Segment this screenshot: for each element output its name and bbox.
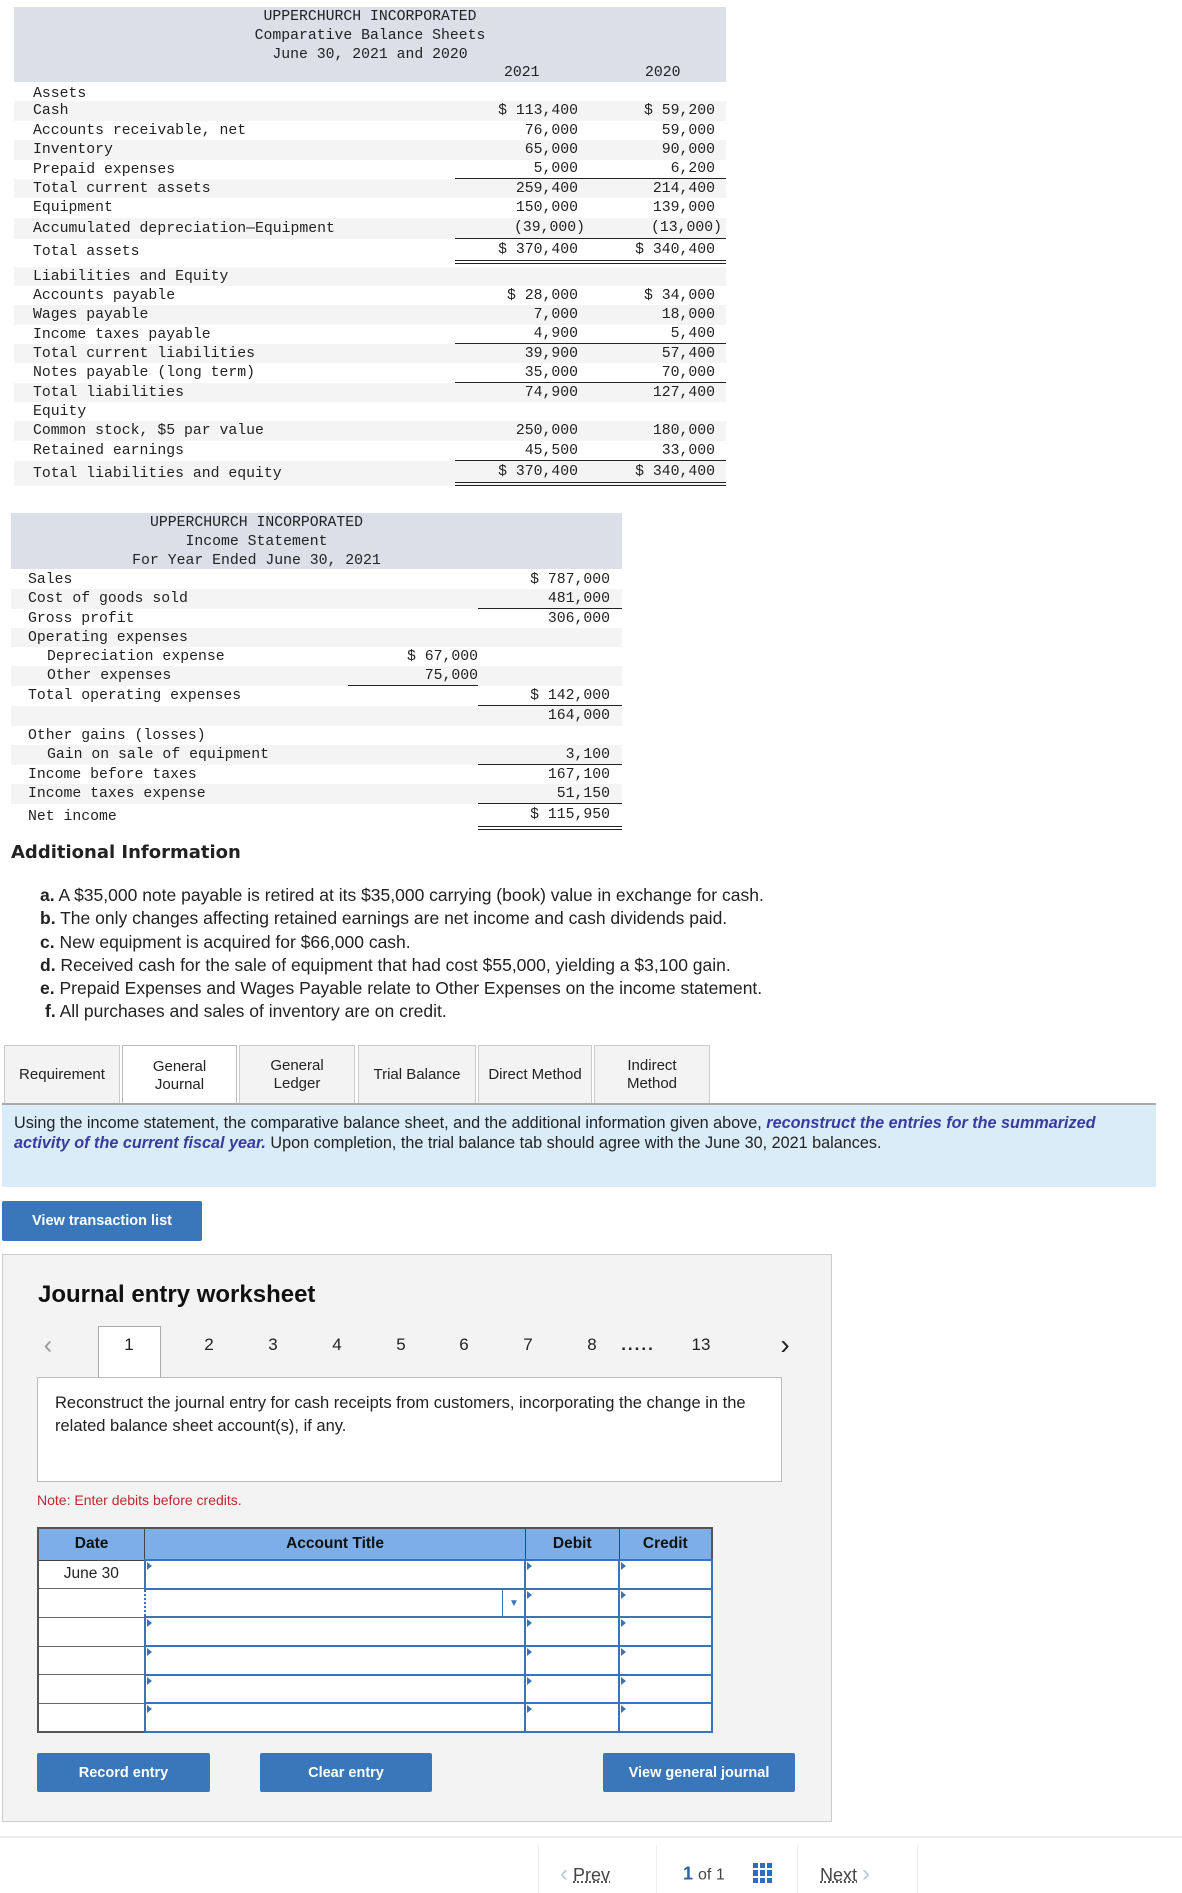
balance-sheet-row xyxy=(14,160,726,179)
credit-input[interactable] xyxy=(619,1646,712,1675)
date-cell: June 30 xyxy=(38,1560,145,1589)
row-label: Common stock, $5 par value xyxy=(33,423,264,439)
item-key: d. xyxy=(40,954,56,975)
value-2020: $ 340,400 xyxy=(589,239,726,264)
additional-info-item xyxy=(40,907,764,930)
page-tab-6[interactable]: 6 xyxy=(459,1335,469,1354)
journal-row xyxy=(38,1675,712,1704)
instructions-text-end: Upon completion, the trial balance tab should agree with the June 30, 2021 balances. xyxy=(265,1133,882,1152)
row-label: Total liabilities xyxy=(33,384,184,401)
row-label: Gain on sale of equipment xyxy=(47,747,269,763)
value-2021: 7,000 xyxy=(533,307,578,323)
balance-sheet-row xyxy=(14,140,726,160)
balance-sheet-row xyxy=(14,179,726,198)
value-2021: 150,000 xyxy=(515,200,578,216)
row-label: Other gains (losses) xyxy=(28,727,206,744)
value-2020: 90,000 xyxy=(661,142,715,158)
statement-title: Income Statement xyxy=(185,534,328,550)
balance-sheet-row xyxy=(14,305,726,325)
statement-period: June 30, 2021 and 2020 xyxy=(272,47,468,63)
tab-general-ledger[interactable]: General Ledger xyxy=(239,1045,355,1103)
balance-sheet-row xyxy=(14,198,726,218)
row-label: Equipment xyxy=(33,200,113,216)
item-text: Prepaid Expenses and Wages Payable relate to Other Expenses on the income statement. xyxy=(54,978,763,999)
value-detail xyxy=(348,745,478,765)
tab-trial-balance[interactable]: Trial Balance xyxy=(358,1045,476,1103)
page-total: of 1 xyxy=(698,1866,725,1884)
value-detail xyxy=(348,589,478,609)
prev-button[interactable] xyxy=(560,1860,610,1888)
value-2021: $ 113,400 xyxy=(498,103,578,119)
account-title-input[interactable] xyxy=(145,1617,526,1646)
journal-entry-table xyxy=(37,1527,713,1733)
value-2021: 45,500 xyxy=(455,441,589,461)
item-key: b. xyxy=(40,908,56,929)
balance-sheet-row xyxy=(14,344,726,363)
income-statement-row xyxy=(11,609,622,628)
row-label: Prepaid expenses xyxy=(33,161,176,178)
value-detail xyxy=(348,609,478,628)
clear-entry-button[interactable]: Clear entry xyxy=(260,1753,432,1792)
income-statement-row xyxy=(11,647,622,666)
balance-sheet-header xyxy=(14,7,726,82)
item-text: New equipment is acquired for $66,000 cash. xyxy=(54,931,411,952)
value-2021: 76,000 xyxy=(524,122,578,139)
view-transaction-list-button[interactable]: View transaction list xyxy=(2,1201,202,1241)
value-2020: 127,400 xyxy=(652,384,715,401)
value-total xyxy=(478,726,622,745)
row-label: Net income xyxy=(28,809,117,825)
row-label: Assets xyxy=(33,85,87,102)
value-detail xyxy=(348,784,478,804)
year-2020: 2020 xyxy=(645,65,681,81)
value-2021: (39,000) xyxy=(455,218,589,239)
income-statement-row xyxy=(11,628,622,647)
balance-sheet-row xyxy=(14,441,726,461)
value-detail xyxy=(348,804,478,830)
date-cell[interactable] xyxy=(38,1703,145,1732)
income-statement-row xyxy=(11,726,622,745)
next-label: Next xyxy=(820,1865,858,1885)
page-tab-8[interactable]: 8 xyxy=(587,1335,597,1354)
balance-sheet-row xyxy=(14,218,726,239)
value-2021: 39,900 xyxy=(524,345,578,362)
row-label: Liabilities and Equity xyxy=(33,268,229,285)
additional-info-item xyxy=(40,954,764,977)
row-label: Depreciation expense xyxy=(47,648,225,665)
row-label: Other expenses xyxy=(47,668,172,684)
nav-separator xyxy=(656,1845,657,1893)
journal-row xyxy=(38,1617,712,1646)
value-2020: (13,000) xyxy=(589,218,726,239)
value-detail xyxy=(348,706,478,726)
balance-sheet-row xyxy=(14,267,726,286)
value-2021 xyxy=(455,402,589,421)
income-statement-row xyxy=(11,666,622,686)
dropdown-arrow-icon[interactable]: ▼ xyxy=(502,1590,524,1617)
value-detail xyxy=(348,726,478,745)
value-2021: $ 370,400 xyxy=(455,239,589,264)
value-total xyxy=(478,666,622,686)
value-total: 164,000 xyxy=(547,708,610,724)
row-label: Income before taxes xyxy=(28,766,197,783)
journal-row xyxy=(38,1560,712,1589)
value-2020: 59,000 xyxy=(661,122,715,139)
value-total: 51,150 xyxy=(478,784,622,804)
balance-sheet-row xyxy=(14,325,726,344)
page-indicator xyxy=(683,1864,725,1885)
col-account-title: Account Title xyxy=(145,1528,526,1560)
value-total: $ 115,950 xyxy=(478,804,622,830)
next-entry-chevron-icon[interactable]: › xyxy=(780,1329,790,1360)
statement-period: For Year Ended June 30, 2021 xyxy=(132,553,381,569)
value-detail: $ 67,000 xyxy=(406,648,478,665)
balance-sheet-row xyxy=(14,363,726,383)
row-label: Sales xyxy=(28,571,73,588)
row-label: Total assets xyxy=(33,243,140,260)
value-2021: $ 370,400 xyxy=(455,461,589,486)
value-2020: $ 34,000 xyxy=(643,287,715,304)
debit-input[interactable] xyxy=(525,1617,619,1646)
page-tab-5[interactable]: 5 xyxy=(396,1335,406,1354)
additional-info-item xyxy=(40,1000,764,1023)
value-2021 xyxy=(455,267,589,286)
additional-info-item xyxy=(40,977,764,1000)
row-label: Total operating expenses xyxy=(28,688,242,704)
credit-input[interactable] xyxy=(619,1703,712,1732)
value-2021: 35,000 xyxy=(455,363,589,383)
value-2021: $ 28,000 xyxy=(506,287,578,304)
journal-row xyxy=(38,1646,712,1675)
value-2020: 214,400 xyxy=(652,180,715,197)
chevron-left-icon: ‹ xyxy=(560,1860,568,1887)
balance-sheet-row xyxy=(14,121,726,140)
income-statement-row xyxy=(11,745,622,765)
account-title-input[interactable] xyxy=(145,1675,526,1704)
item-text: A $35,000 note payable is retired at its $35,000 carrying (book) value in exchange for cash. xyxy=(54,885,764,905)
prev-entry-chevron-icon[interactable]: ‹ xyxy=(43,1329,53,1360)
value-2020: $ 59,200 xyxy=(643,103,715,119)
value-detail xyxy=(348,686,478,706)
page-tab-7[interactable]: 7 xyxy=(523,1335,533,1354)
instructions xyxy=(2,1105,1156,1187)
col-date: Date xyxy=(38,1528,145,1560)
row-label: Notes payable (long term) xyxy=(33,365,255,381)
additional-info-item xyxy=(40,931,764,954)
prev-label: Prev xyxy=(573,1865,611,1885)
tab-requirement[interactable]: Requirement xyxy=(4,1045,120,1103)
account-title-input[interactable] xyxy=(145,1703,526,1732)
page-tab-4[interactable]: 4 xyxy=(332,1335,342,1354)
item-text: The only changes affecting retained earnings are net income and cash dividends paid. xyxy=(55,908,728,929)
credit-input[interactable] xyxy=(619,1675,712,1704)
balance-sheet-row xyxy=(14,286,726,305)
value-2021: 74,900 xyxy=(524,384,578,401)
date-cell[interactable] xyxy=(38,1617,145,1646)
item-key: a. xyxy=(40,885,55,905)
grid-icon[interactable] xyxy=(753,1863,773,1883)
credit-input[interactable] xyxy=(619,1589,712,1618)
tab-general-journal[interactable]: General Journal xyxy=(122,1045,237,1105)
value-2020: 70,000 xyxy=(589,363,726,383)
row-label: Income taxes payable xyxy=(33,326,211,343)
value-total: 167,100 xyxy=(547,766,610,783)
item-key: f. xyxy=(45,1001,56,1022)
row-label: Total liabilities and equity xyxy=(33,465,282,482)
journal-row xyxy=(38,1703,712,1732)
debit-input[interactable] xyxy=(525,1646,619,1675)
income-statement-row xyxy=(11,589,622,609)
value-detail: 75,000 xyxy=(348,666,478,686)
value-total: 3,100 xyxy=(478,745,622,765)
page-tab-1[interactable]: 1 xyxy=(124,1335,134,1354)
row-label: Gross profit xyxy=(28,610,135,627)
debit-input[interactable] xyxy=(525,1703,619,1732)
value-2020: 57,400 xyxy=(661,345,715,362)
balance-sheet-row xyxy=(14,402,726,421)
account-title-input[interactable] xyxy=(145,1589,526,1618)
value-2020: 5,400 xyxy=(589,325,726,344)
value-2020: 180,000 xyxy=(652,423,715,439)
nav-separator xyxy=(917,1845,918,1893)
value-2021: 4,900 xyxy=(455,325,589,344)
value-total xyxy=(478,628,622,647)
income-statement-row xyxy=(11,706,622,726)
page-tab-3[interactable]: 3 xyxy=(268,1335,278,1354)
record-entry-button[interactable]: Record entry xyxy=(37,1753,210,1792)
debit-input[interactable] xyxy=(525,1675,619,1704)
row-label: Cost of goods sold xyxy=(28,591,188,607)
row-label: Wages payable xyxy=(33,307,149,323)
value-2020: 139,000 xyxy=(652,200,715,216)
value-2020: 6,200 xyxy=(589,160,726,179)
additional-info-heading: Additional Information xyxy=(11,842,241,863)
row-label: Operating expenses xyxy=(28,629,188,646)
credit-input[interactable] xyxy=(619,1617,712,1646)
tab-indirect-method[interactable]: Indirect Method xyxy=(594,1045,710,1103)
nav-separator xyxy=(797,1845,798,1893)
date-cell[interactable] xyxy=(38,1646,145,1675)
credit-input[interactable] xyxy=(619,1560,712,1589)
account-title-input[interactable] xyxy=(145,1646,526,1675)
col-credit: Credit xyxy=(619,1528,712,1560)
balance-sheet-row xyxy=(14,239,726,264)
tab-direct-method[interactable]: Direct Method xyxy=(478,1045,592,1103)
balance-sheet-row xyxy=(14,421,726,441)
next-button[interactable] xyxy=(820,1860,870,1888)
value-detail xyxy=(348,570,478,589)
entry-note: Note: Enter debits before credits. xyxy=(37,1492,242,1508)
value-detail xyxy=(348,628,478,647)
value-total: $ 142,000 xyxy=(478,686,622,706)
value-detail xyxy=(348,765,478,784)
income-statement-row xyxy=(11,765,622,784)
value-total: $ 787,000 xyxy=(530,571,610,588)
value-2021: 5,000 xyxy=(455,160,589,179)
value-2021: 259,400 xyxy=(515,180,578,197)
value-total: 306,000 xyxy=(547,610,610,627)
instructions-emphasis: reconstruct the entries for the summarized activity of the current fiscal year. xyxy=(14,1114,1096,1152)
row-label: Total current assets xyxy=(33,180,211,197)
row-label: Accounts payable xyxy=(33,287,176,304)
statement-title: Comparative Balance Sheets xyxy=(254,28,486,44)
view-general-journal-button[interactable]: View general journal xyxy=(603,1753,795,1792)
worksheet-title: Journal entry worksheet xyxy=(38,1281,316,1308)
balance-sheet-row xyxy=(14,383,726,402)
balance-sheet-row xyxy=(14,461,726,486)
year-2021: 2021 xyxy=(504,65,540,81)
income-statement-row xyxy=(11,784,622,804)
footer-divider xyxy=(0,1836,1182,1838)
row-label: Accounts receivable, net xyxy=(33,122,247,139)
debit-input[interactable] xyxy=(525,1589,619,1618)
account-title-input[interactable] xyxy=(145,1560,526,1589)
income-statement-row xyxy=(11,686,622,706)
item-key: c. xyxy=(40,931,55,952)
balance-sheet-row xyxy=(14,101,726,121)
instructions-text: Using the income statement, the comparative balance sheet, and the additional information given above, xyxy=(14,1114,767,1132)
company-name: UPPERCHURCH INCORPORATED xyxy=(149,515,364,531)
value-2020 xyxy=(589,402,726,421)
value-total: 481,000 xyxy=(478,589,622,609)
row-label: Inventory xyxy=(33,142,113,158)
value-2020: $ 340,400 xyxy=(589,461,726,486)
value-2020: 33,000 xyxy=(589,441,726,461)
row-label: Equity xyxy=(33,403,87,420)
row-label: Retained earnings xyxy=(33,443,184,459)
row-label: Cash xyxy=(33,103,69,119)
value-2020 xyxy=(589,267,726,286)
income-statement-row xyxy=(11,570,622,589)
value-2021: 65,000 xyxy=(524,142,578,158)
item-text: Received cash for the sale of equipment that had cost $55,000, yielding a $3,100 gain. xyxy=(55,954,731,975)
page-tab-2[interactable]: 2 xyxy=(204,1335,214,1354)
row-label: Total current liabilities xyxy=(33,345,255,362)
value-2020: 18,000 xyxy=(661,307,715,323)
additional-info-list xyxy=(40,884,764,1024)
item-text: All purchases and sales of inventory are on credit. xyxy=(55,1001,447,1022)
income-statement-header xyxy=(11,513,622,569)
debit-input[interactable] xyxy=(525,1560,619,1589)
additional-info-item xyxy=(40,884,764,907)
page-tab-13[interactable]: 13 xyxy=(691,1335,711,1354)
value-total xyxy=(478,647,622,666)
company-name: UPPERCHURCH INCORPORATED xyxy=(263,9,477,25)
page-ellipsis: ..... xyxy=(621,1335,655,1354)
date-cell[interactable] xyxy=(38,1675,145,1704)
income-statement-row xyxy=(11,804,622,830)
current-page: 1 xyxy=(683,1863,694,1884)
nav-separator xyxy=(538,1845,539,1893)
value-2021: 250,000 xyxy=(515,423,578,439)
entry-description: Reconstruct the journal entry for cash receipts from customers, incorporating the change in the related balance sheet account(s), if any. xyxy=(37,1377,782,1482)
row-label: Income taxes expense xyxy=(28,786,206,802)
journal-row xyxy=(38,1589,712,1618)
row-label: Accumulated depreciation—Equipment xyxy=(33,220,335,237)
item-key: e. xyxy=(40,978,55,999)
date-cell[interactable] xyxy=(38,1589,145,1618)
col-debit: Debit xyxy=(525,1528,619,1560)
chevron-right-icon: › xyxy=(862,1860,871,1887)
